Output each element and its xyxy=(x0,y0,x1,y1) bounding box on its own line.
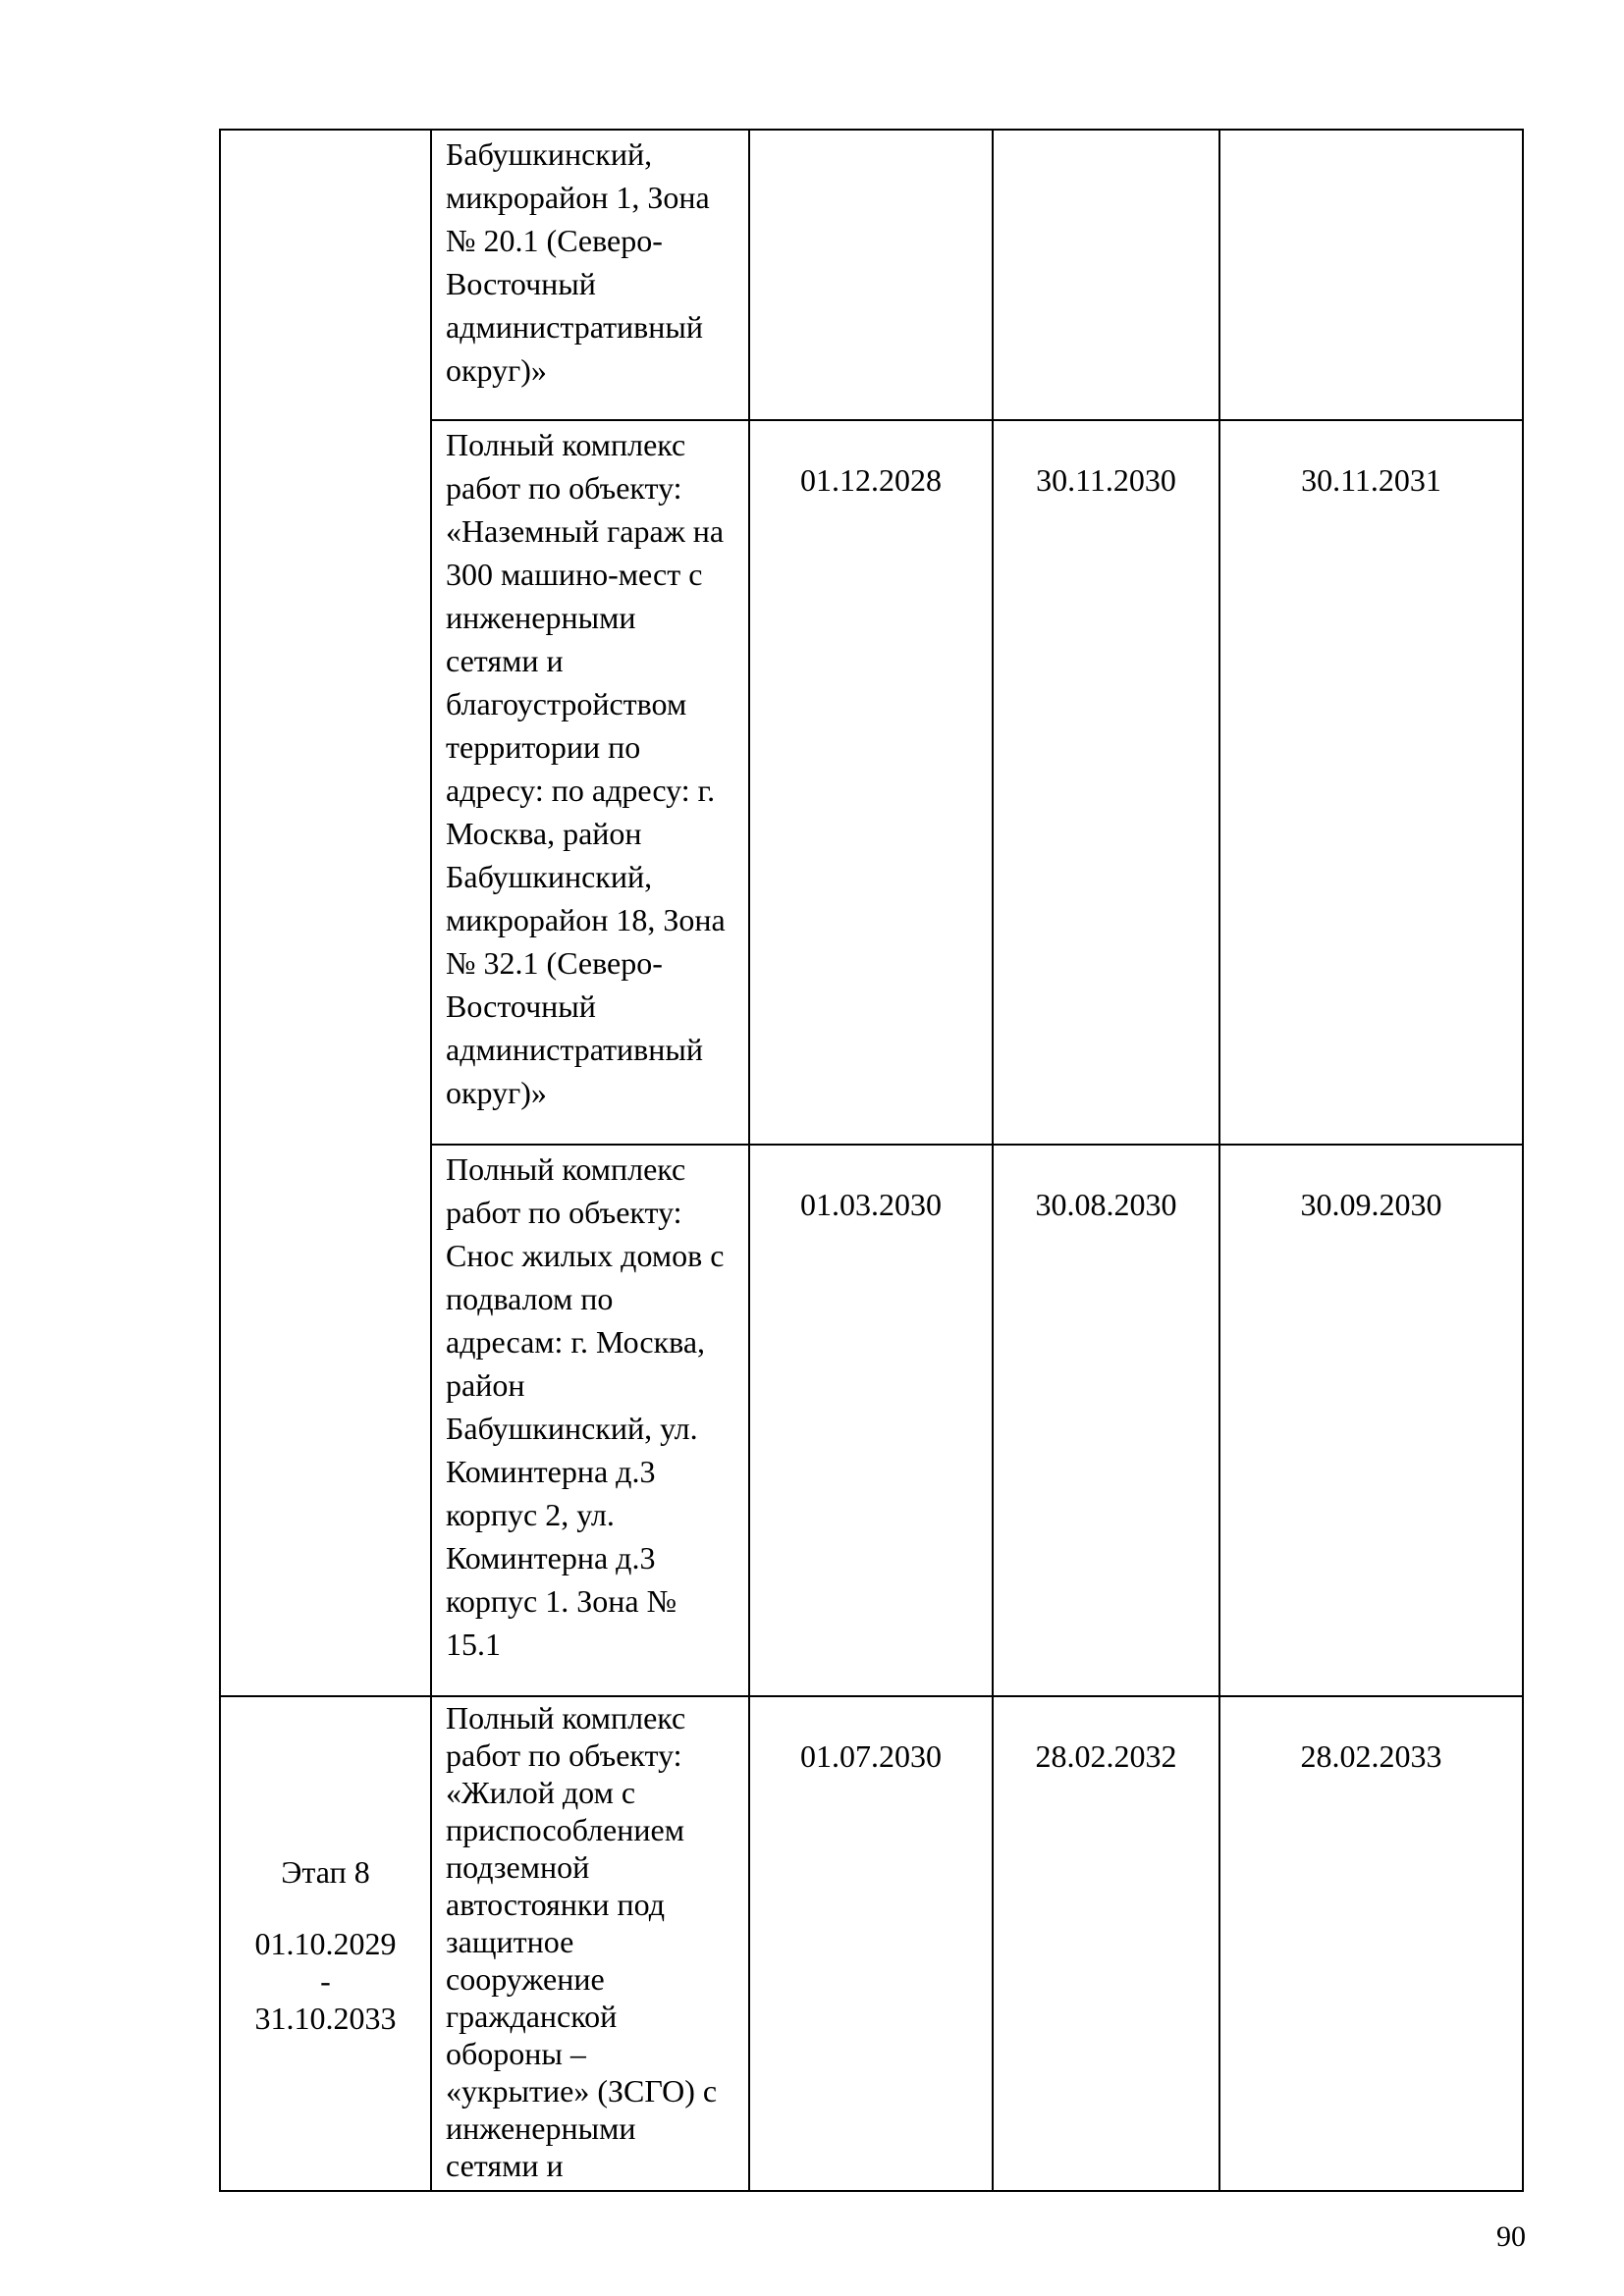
table-row xyxy=(220,130,1523,420)
commission-date-cell: 28.02.2033 xyxy=(1219,1696,1523,2191)
table-row xyxy=(220,1696,1523,2191)
start-date-cell: 01.12.2028 xyxy=(749,420,993,1145)
stage-label: Этап 8 xyxy=(281,1854,370,1890)
commission-date-cell: 30.09.2030 xyxy=(1219,1145,1523,1696)
stage-date-separator: - xyxy=(320,1963,331,1999)
end-date-cell: 30.11.2030 xyxy=(993,420,1219,1145)
stage-cell xyxy=(220,1696,431,2191)
object-description-cell: Полный комплекс работ по объекту: «Наземный гараж на 300 машино-мест с инженерными сетями и благоустройством территории по адресу: по адресу: г. Москва, район Бабушкинский, микрорайон 18, Зона № 32.1 (Северо-Восточный административный округ)» xyxy=(431,420,749,1145)
page-number: 90 xyxy=(1496,2220,1526,2253)
end-date-cell: 30.08.2030 xyxy=(993,1145,1219,1696)
end-date-cell xyxy=(993,130,1219,420)
commission-date-cell xyxy=(1219,130,1523,420)
end-date-cell: 28.02.2032 xyxy=(993,1696,1219,2191)
stage-start-date: 01.10.2029 xyxy=(254,1926,397,1961)
start-date-cell: 01.03.2030 xyxy=(749,1145,993,1696)
commission-date-cell: 30.11.2031 xyxy=(1219,420,1523,1145)
object-description-cell: Бабушкинский, микрорайон 1, Зона № 20.1 (Северо-Восточный административный округ)» xyxy=(431,130,749,420)
stage-end-date: 31.10.2033 xyxy=(254,2001,397,2036)
start-date-cell: 01.07.2030 xyxy=(749,1696,993,2191)
stage-cell-empty xyxy=(220,130,431,1696)
schedule-table xyxy=(219,129,1524,2192)
start-date-cell xyxy=(749,130,993,420)
object-description-cell: Полный комплекс работ по объекту: Снос жилых домов с подвалом по адресам: г. Москва, район Бабушкинский, ул. Коминтерна д.3 корпус 2, ул. Коминтерна д.3 корпус 1. Зона № 15.1 xyxy=(431,1145,749,1696)
object-description-cell: Полный комплекс работ по объекту: «Жилой дом с приспособлением подземной автостоянки под защитное сооружение гражданской обороны – «укрытие» (ЗСГО) с инженерными сетями и xyxy=(431,1696,749,2191)
